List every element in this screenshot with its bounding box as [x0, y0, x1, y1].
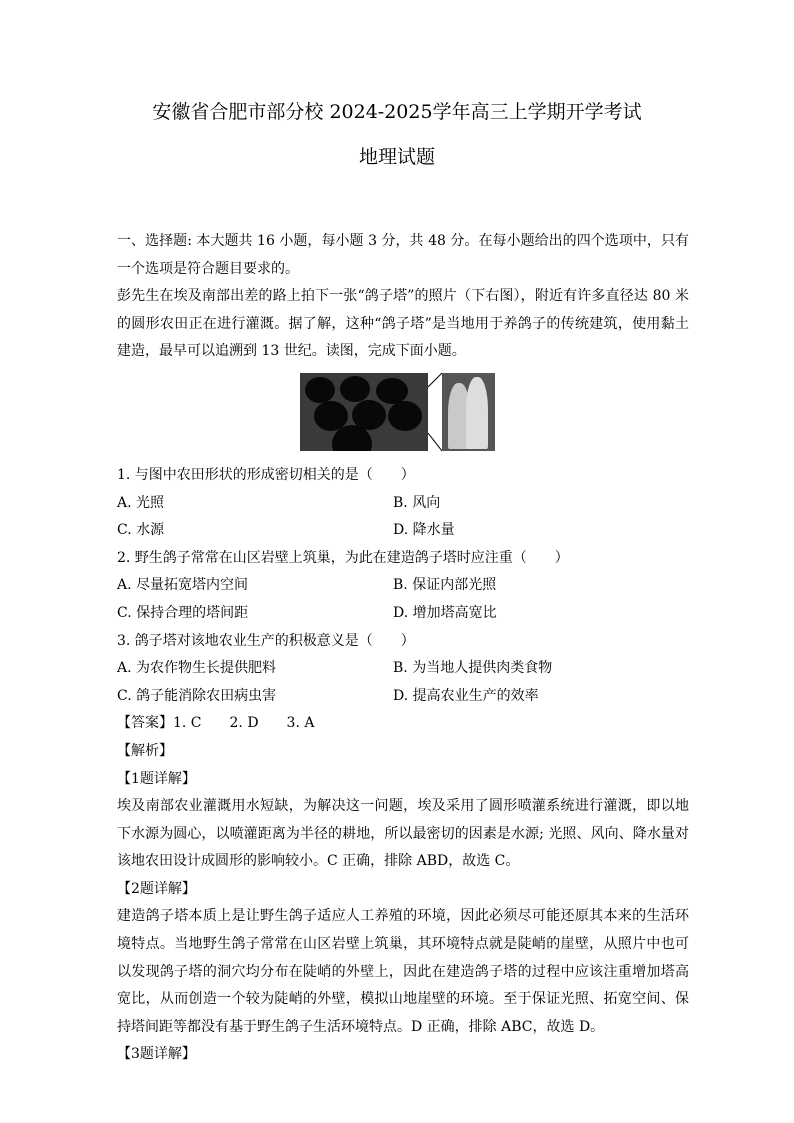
document-body	[117, 228, 689, 1069]
option: A. 光照	[117, 494, 165, 511]
detail-2-text: 建造鸽子塔本质上是让野生鸽子适应人工养殖的环境，因此必须尽可能还原其本来的生活环境特点。当地野生鸽子常常在山区岩壁上筑巢，其环境特点就是陡峭的崖壁，从照片中也可以发现鸽子塔的洞穴均分布在陡峭的外壁上，因此在建造鸽子塔的过程中应该注重增加塔高宽比，从而创造一个较为陡峭的外壁，模拟山地崖壁的环境。至于保证光照、拓宽空间、保持塔间距等都没有基于野生鸽子生活环境特点。D 正确，排除 ABC，故选 D。	[117, 908, 689, 1035]
question-2-options	[117, 572, 689, 627]
option: A. 尽量拓宽塔内空间	[117, 577, 249, 594]
detail-3-heading: 【3题详解】	[117, 1046, 196, 1063]
document-title: 安徽省合肥市部分校 2024-2025学年高三上学期开学考试	[152, 101, 642, 123]
section-intro: 一、选择题: 本大题共 16 小题，每小题 3 分，共 48 分。在每小题给出的四个选项中，只有一个选项是符合题目要求的。	[117, 233, 689, 277]
answer-line: 【答案】1. C 2. D 3. A	[117, 715, 315, 732]
question-3-options	[117, 655, 689, 710]
document-subtitle: 地理试题	[358, 146, 435, 168]
question-1-options	[117, 490, 689, 545]
option: D. 提高农业生产的效率	[393, 687, 539, 704]
question-3-stem: 3. 鸽子塔对该地农业生产的积极意义是（ ）	[117, 632, 415, 649]
option: D. 降水量	[393, 522, 455, 539]
option: B. 保证内部光照	[393, 577, 497, 594]
pigeon-tower-photo	[442, 373, 495, 451]
option: B. 风向	[393, 494, 441, 511]
circular-fields-photo	[300, 373, 428, 451]
analysis-label: 【解析】	[117, 742, 173, 759]
figure-circular-fields-and-pigeon-tower	[300, 373, 496, 453]
option: C. 鸽子能消除农田病虫害	[117, 687, 277, 704]
material-text: 彭先生在埃及南部出差的路上拍下一张“鸽子塔”的照片（下右图），附近有许多直径达 80 米的圆形农田正在进行灌溉。据了解，这种“鸽子塔”是当地用于养鸽子的传统建筑，使用黏土建造，最早可以追溯到 13 世纪。读图，完成下面小题。	[117, 288, 689, 360]
option: A. 为农作物生长提供肥料	[117, 660, 277, 677]
detail-2-heading: 【2题详解】	[117, 880, 196, 897]
detail-1-heading: 【1题详解】	[117, 770, 196, 787]
detail-1-text: 埃及南部农业灌溉用水短缺，为解决这一问题，埃及采用了圆形喷灌系统进行灌溉，即以地下水源为圆心，以喷灌距离为半径的耕地，所以最密切的因素是水源; 光照、风向、降水量对该地农田设计成圆形的影响较小。C 正确，排除 ABD，故选 C。	[117, 798, 689, 870]
question-1-stem: 1. 与图中农田形状的形成密切相关的是（ ）	[117, 466, 415, 483]
option: D. 增加塔高宽比	[393, 604, 497, 621]
option: C. 保持合理的塔间距	[117, 604, 249, 621]
option: B. 为当地人提供肉类食物	[393, 660, 553, 677]
option: C. 水源	[117, 522, 165, 539]
question-2-stem: 2. 野生鸽子常常在山区岩壁上筑巢，为此在建造鸽子塔时应注重（ ）	[117, 549, 569, 566]
